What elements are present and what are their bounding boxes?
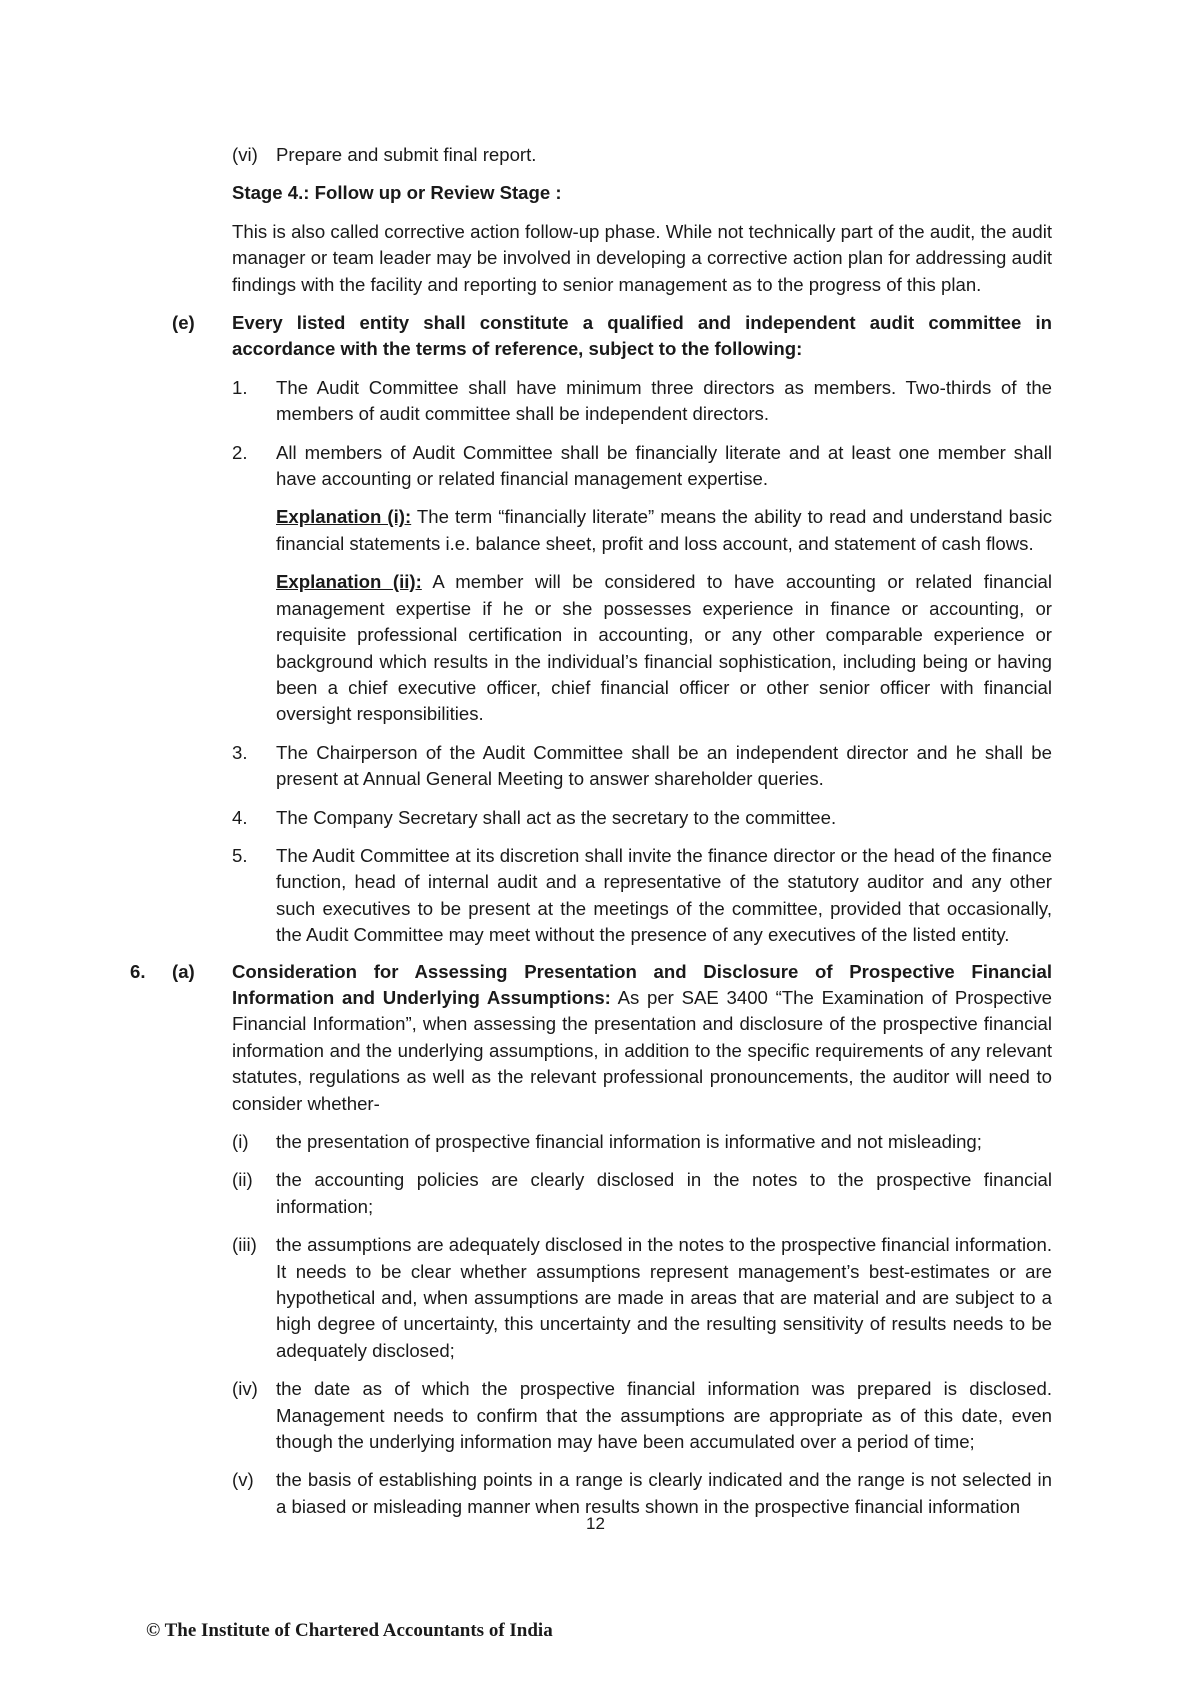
explanation-i-label: Explanation (i): (276, 506, 412, 528)
roman-text: the presentation of prospective financial information is informative and not misleading; (276, 1131, 982, 1152)
roman-text: the basis of establishing points in a range is clearly indicated and the range is not selected in a biased or misleading manner when results shown in the prospective financial information (276, 1469, 1052, 1517)
list-item-label: (vi) (232, 144, 258, 165)
roman-text: the assumptions are adequately disclosed in the notes to the prospective financial information. It needs to be clear whether assumptions represent management’s best-estimates or are hypothetical and, when assumptions are made in areas that are material and are subject to a high degree of uncertainty, this uncertainty and the resulting sensitivity of results needs to be adequately disclosed; (276, 1234, 1052, 1361)
roman-text: the accounting policies are clearly disclosed in the notes to the prospective financial information; (276, 1169, 1052, 1217)
list-item-text: Prepare and submit final report. (276, 144, 537, 165)
numbered-point-1 (232, 375, 1052, 428)
point-text: The Audit Committee at its discretion shall invite the finance director or the head of the finance function, head of internal audit and a representative of the statutory auditor and any other such executives to be present at the meetings of the committee, provided that occasionally, the Audit Committee may meet without the presence of any executives of the listed entity. (276, 844, 1052, 946)
roman-text: the date as of which the prospective financial information was prepared is disclosed. Management needs to confirm that the assumptions are appropriate as of this date, even though the underlying information may have been accumulated over a period of time; (276, 1378, 1052, 1453)
roman-item-ii (232, 1167, 1052, 1220)
item-e-label: (e) (172, 312, 195, 334)
section-6-paragraph (232, 959, 1052, 1117)
roman-label: (iv) (232, 1378, 258, 1400)
roman-label: (v) (232, 1469, 254, 1491)
section-number: 6. (130, 960, 146, 982)
roman-label: (iii) (232, 1234, 257, 1256)
explanation-ii-text: A member will be considered to have accounting or related financial management expertise if he or she possesses experience in finance or accounting, or requisite professional certification in accounting, or any other comparable experience or background which results in the individual’s financial sophistication, including being or having been a chief executive officer, chief financial officer or other senior officer with financial oversight responsibilities. (276, 571, 1053, 725)
point-number: 1. (232, 376, 248, 398)
item-e (172, 310, 1052, 363)
numbered-point-4 (232, 805, 1052, 831)
point-text: The Chairperson of the Audit Committee shall be an independent director and he shall be present at Annual General Meeting to answer shareholder queries. (276, 741, 1052, 790)
list-item-vi (232, 142, 1052, 168)
page-content (130, 142, 1053, 1520)
footer-copyright: © The Institute of Chartered Accountants of India (146, 1620, 553, 1641)
roman-item-i (232, 1129, 1052, 1155)
page-number: 12 (586, 1514, 605, 1533)
roman-item-iii (232, 1232, 1052, 1364)
point-number: 2. (232, 441, 248, 463)
roman-label: (ii) (232, 1169, 253, 1191)
section-6-intro: As per SAE 3400 “The Examination of Prospective Financial Information”, when assessing the presentation and disclosure of the prospective financial information and the underlying assumptions, in addition to the specific requirements of any relevant statutes, regulations as well as the relevant professional pronouncements, the auditor will need to consider whether- (232, 986, 1052, 1114)
numbered-point-2 (232, 440, 1052, 493)
roman-item-iv (232, 1376, 1052, 1455)
point-text: All members of Audit Committee shall be financially literate and at least one member shall have accounting or related financial management expertise. (276, 441, 1052, 490)
explanation-i (276, 504, 1052, 557)
point-number: 3. (232, 741, 248, 763)
stage4-paragraph: This is also called corrective action follow-up phase. While not technically part of the audit, the audit manager or team leader may be involved in developing a corrective action plan for addressing audit findings with the facility and reporting to senior management as to the progress of this plan. (232, 220, 1052, 295)
section-6-heading: Consideration for Assessing Presentation and Disclosure of Prospective Financial Information and Underlying Assumptions: (232, 960, 1052, 1008)
stage4-heading: Stage 4.: Follow up or Review Stage : (232, 182, 562, 204)
section-6 (130, 959, 1052, 1117)
explanation-i-text: The term “financially literate” means the ability to read and understand basic financial statements i.e. balance sheet, profit and loss account, and statement of cash flows. (276, 506, 1052, 554)
roman-item-v (232, 1467, 1052, 1520)
roman-label: (i) (232, 1131, 249, 1152)
numbered-point-3 (232, 740, 1052, 793)
item-e-heading: Every listed entity shall constitute a qualified and independent audit committee in accordance with the terms of reference, subject to the following: (232, 312, 1052, 360)
explanation-ii (276, 569, 1052, 727)
explanation-ii-label: Explanation (ii): (276, 571, 422, 593)
section-sub-label: (a) (172, 960, 195, 982)
numbered-point-5 (232, 843, 1052, 949)
point-text: The Company Secretary shall act as the secretary to the committee. (276, 806, 837, 828)
point-number: 5. (232, 844, 248, 866)
point-text: The Audit Committee shall have minimum three directors as members. Two-thirds of the members of audit committee shall be independent directors. (276, 376, 1052, 425)
point-number: 4. (232, 806, 248, 828)
